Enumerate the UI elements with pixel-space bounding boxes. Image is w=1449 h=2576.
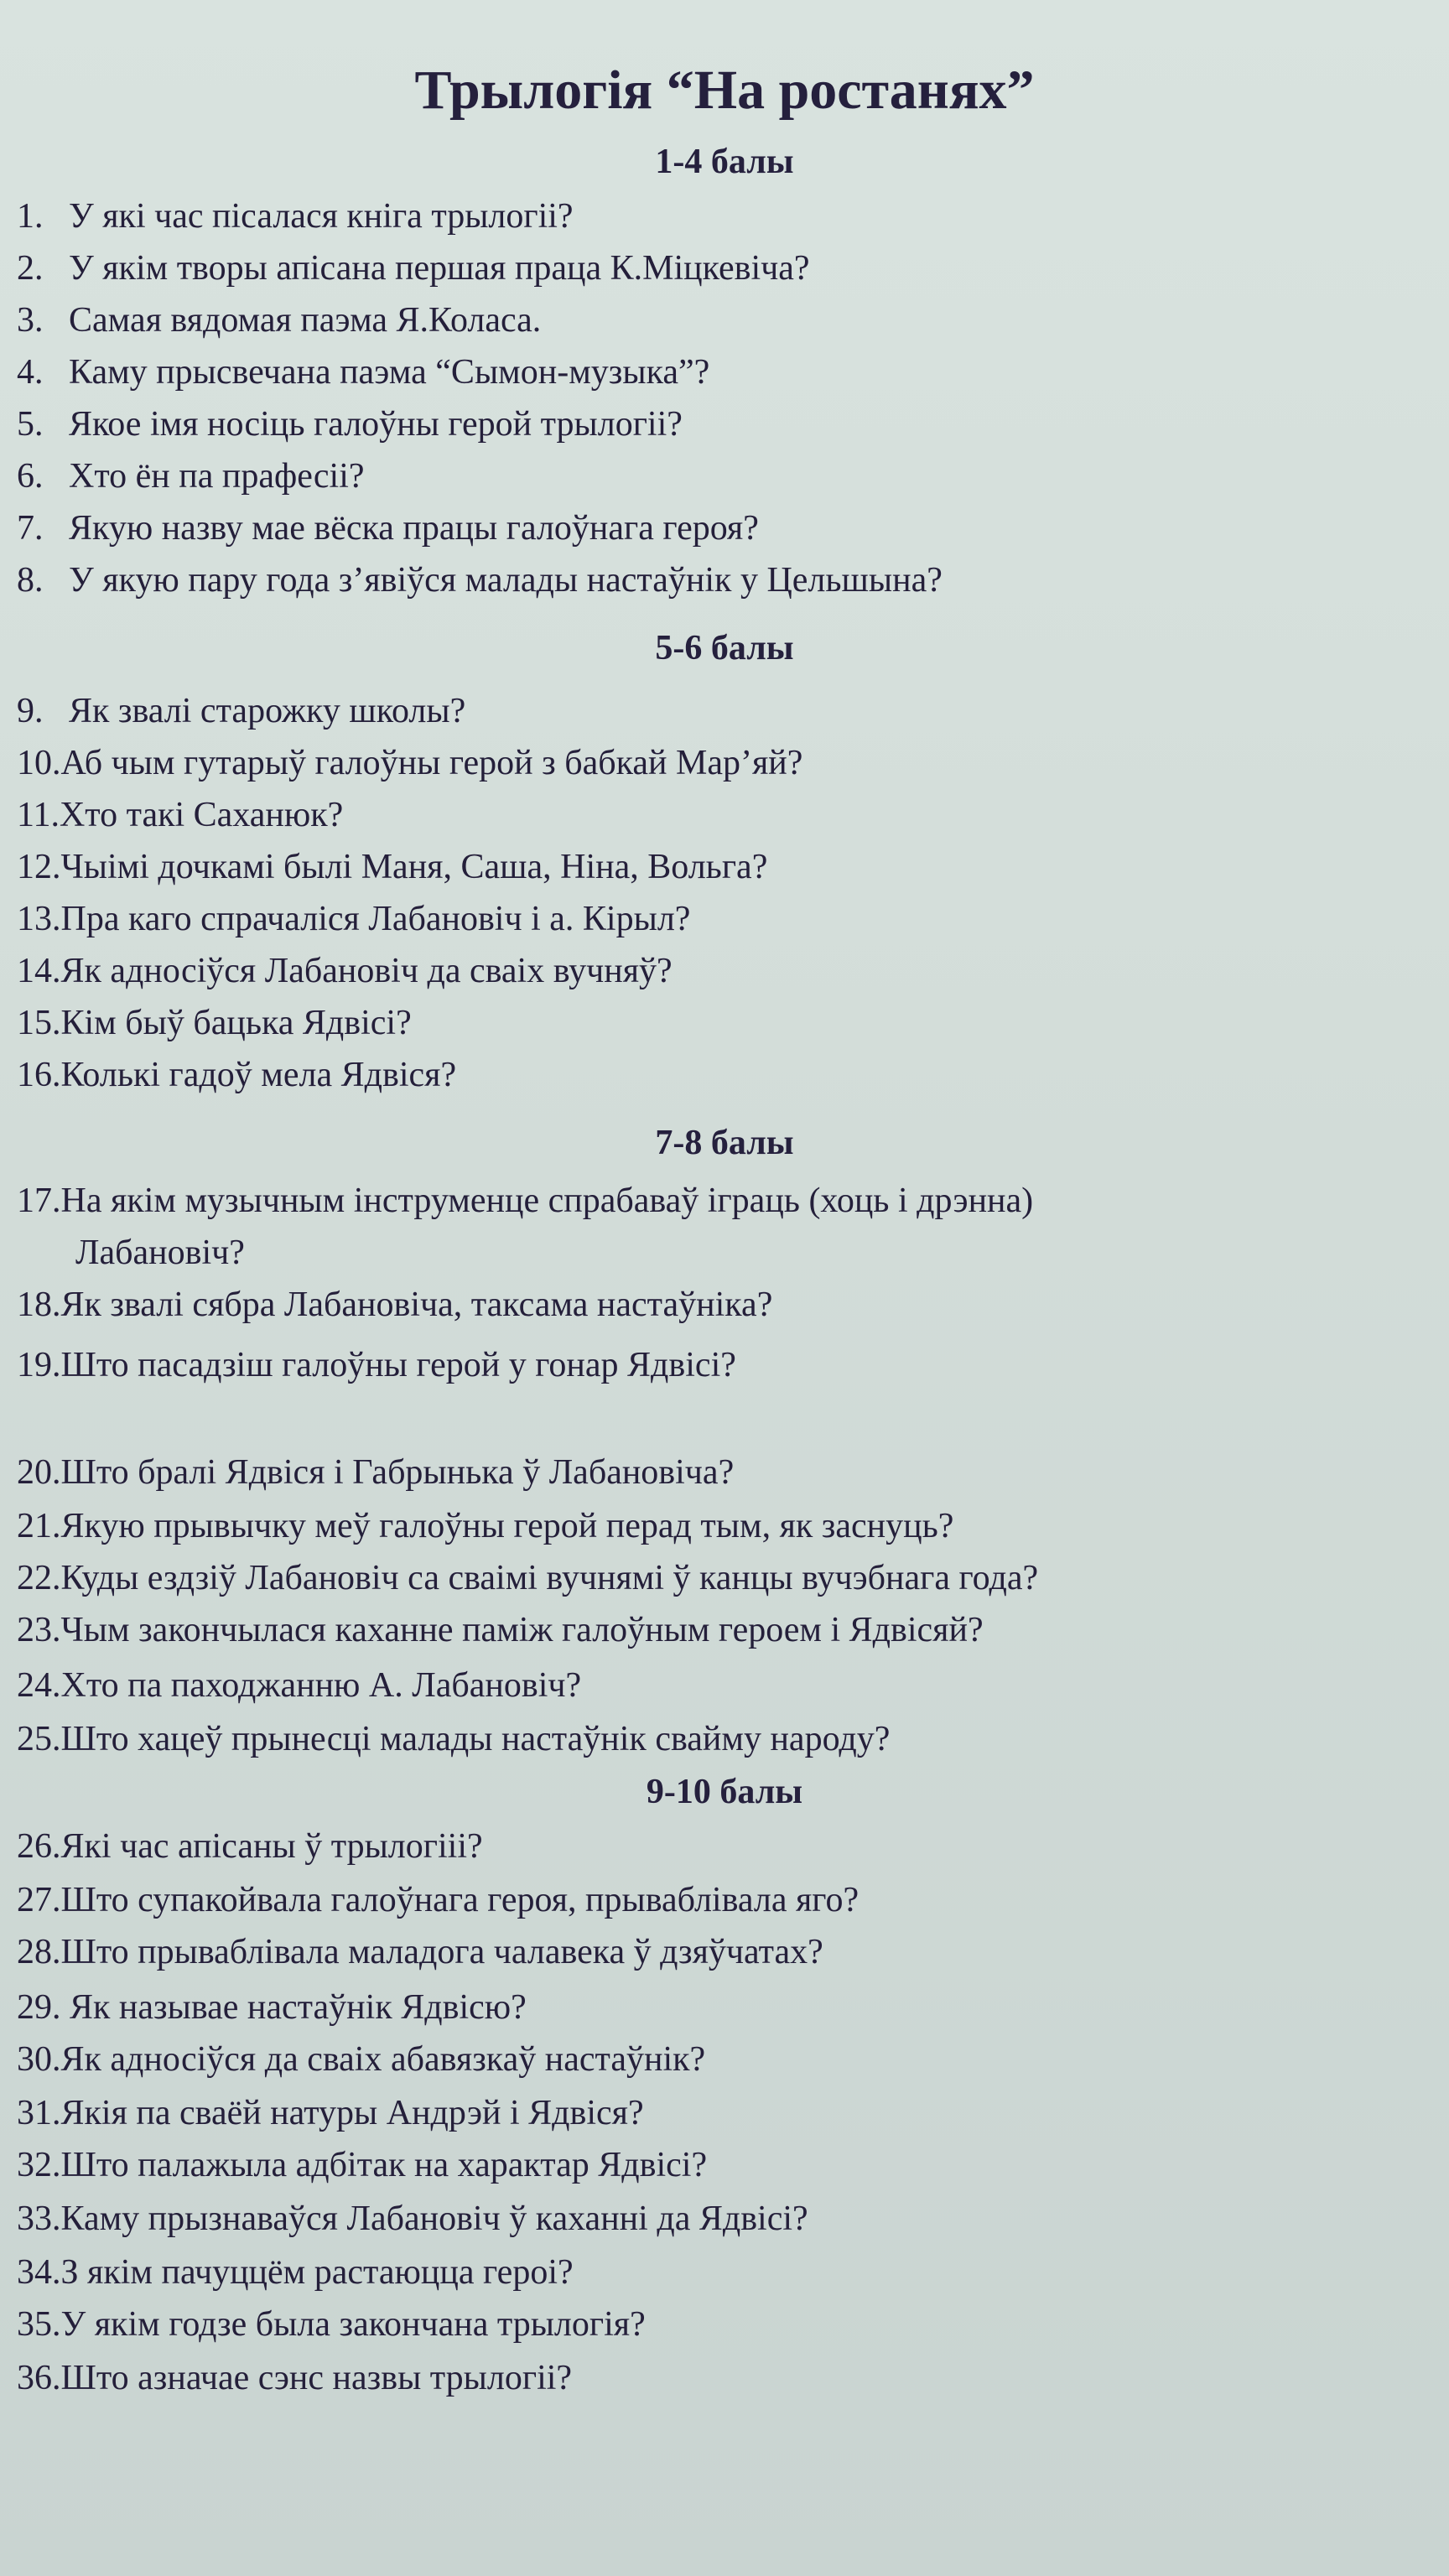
question-number: 34. <box>17 2253 61 2292</box>
question-text: На якім музычным інструменце спрабаваў іграць (хоць і дрэнна) <box>60 1182 1034 1220</box>
question-number: 1. <box>17 197 44 236</box>
question-number: 35. <box>17 2305 61 2344</box>
section-heading-7-8: 7-8 балы <box>655 1124 794 1162</box>
question-text: У якім творы апісана першая праца К.Міцкевіча? <box>69 249 810 288</box>
question-number: 6. <box>17 457 44 496</box>
question-number: 36. <box>17 2359 61 2397</box>
question-number: 18. <box>17 1285 61 1324</box>
question-number: 9. <box>17 692 44 730</box>
question-27 <box>17 1875 1434 1925</box>
question-text: Што бралі Ядвіся і Габрынька ў Лабановіча? <box>60 1453 735 1492</box>
question-text: Што палажыла адбітак на характар Ядвісі? <box>60 2146 708 2184</box>
question-number: 21. <box>17 1507 61 1545</box>
question-24 <box>17 1660 1434 1711</box>
question-number: 30. <box>17 2040 61 2079</box>
question-8 <box>17 555 1434 605</box>
question-number: 31. <box>17 2094 61 2132</box>
question-text: Чым закончылася каханне паміж галоўным героем і Ядвісяй? <box>60 1611 984 1649</box>
question-number: 27. <box>17 1881 61 1919</box>
question-10 <box>17 738 1434 788</box>
section-heading-1-4: 1-4 балы <box>655 143 794 181</box>
question-text: Куды ездзіў Лабановіч са сваімі вучнямі ў канцы вучэбнага года? <box>60 1559 1039 1597</box>
question-text: У якім годзе была закончана трылогія? <box>60 2305 646 2344</box>
question-12 <box>17 842 1434 892</box>
question-31 <box>17 2088 1434 2138</box>
question-2 <box>17 243 1434 293</box>
question-number: 20. <box>17 1453 61 1492</box>
question-text: Каму прысвечана паэма “Сымон-музыка”? <box>69 353 710 392</box>
question-22 <box>17 1553 1434 1603</box>
question-text: Што азначае сэнс назвы трылогіі? <box>60 2359 573 2397</box>
question-17-continued <box>17 1228 1434 1278</box>
question-number: 32. <box>17 2146 61 2184</box>
question-text: Як звалі сябра Лабановіча, таксама настаўніка? <box>60 1285 773 1324</box>
question-text: Колькі гадоў мела Ядвіся? <box>60 1056 457 1094</box>
question-number: 22. <box>17 1559 61 1597</box>
question-5 <box>17 399 1434 449</box>
question-text: Чыімі дочкамі былі Маня, Саша, Ніна, Вольга? <box>60 848 768 886</box>
question-number: 5. <box>17 405 44 444</box>
question-18 <box>17 1280 1434 1330</box>
question-23 <box>17 1605 1434 1655</box>
question-text: З якім пачуццём растаюцца героі? <box>60 2253 574 2292</box>
question-text: Што хацеў прынесці малады настаўнік свайму народу? <box>60 1720 891 1758</box>
question-text: Якую прывычку меў галоўны герой перад тым, як заснуць? <box>60 1507 954 1545</box>
question-number: 19. <box>17 1346 61 1384</box>
question-number: 11. <box>17 796 60 834</box>
section-heading-5-6: 5-6 балы <box>655 629 794 667</box>
question-text: Хто ён па прафесіі? <box>69 457 365 496</box>
question-number: 7. <box>17 509 44 548</box>
question-text: Каму прызнаваўся Лабановіч ў каханні да Ядвісі? <box>60 2199 808 2238</box>
question-text: Хто па паходжанню А. Лабановіч? <box>60 1666 582 1705</box>
question-4 <box>17 347 1434 397</box>
question-34 <box>17 2247 1434 2298</box>
question-1 <box>17 191 1434 242</box>
question-text: У які час пісалася кніга трылогіі? <box>69 197 574 236</box>
question-14 <box>17 946 1434 996</box>
question-text: Якое імя носіць галоўны герой трылогіі? <box>69 405 683 444</box>
section-heading-9-10: 9-10 балы <box>646 1773 803 1811</box>
question-text: Што пасадзіш галоўны герой у гонар Ядвісі? <box>60 1346 736 1384</box>
question-number: 33. <box>17 2199 61 2238</box>
question-number: 3. <box>17 301 44 340</box>
question-text: Пра каго спрачаліся Лабановіч і а. Кірыл? <box>60 900 691 938</box>
question-16 <box>17 1050 1434 1100</box>
question-36 <box>17 2353 1434 2403</box>
question-21 <box>17 1501 1434 1551</box>
question-7 <box>17 503 1434 553</box>
question-text: Кім быў бацька Ядвісі? <box>60 1004 412 1042</box>
question-28 <box>17 1927 1434 1977</box>
question-20 <box>17 1447 1434 1498</box>
question-text: Як звалі старожку школы? <box>69 692 466 730</box>
question-text: Што супакойвала галоўнага героя, прываблівала яго? <box>60 1881 860 1919</box>
question-29 <box>17 1982 1434 2033</box>
question-number: 15. <box>17 1004 61 1042</box>
question-13 <box>17 894 1434 944</box>
question-3 <box>17 295 1434 345</box>
question-25 <box>17 1714 1434 1764</box>
question-number: 29. <box>17 1988 61 2027</box>
question-number: 10. <box>17 744 61 782</box>
question-number: 12. <box>17 848 61 886</box>
question-number: 2. <box>17 249 44 288</box>
page-title: Трылогія “На ростанях” <box>414 60 1035 121</box>
question-text: Якія па сваёй натуры Андрэй і Ядвіся? <box>60 2094 644 2132</box>
question-6 <box>17 451 1434 501</box>
question-number: 14. <box>17 952 61 990</box>
question-15 <box>17 998 1434 1048</box>
question-number: 25. <box>17 1720 61 1758</box>
question-19 <box>17 1340 1434 1390</box>
question-number: 13. <box>17 900 61 938</box>
question-text-continued: Лабановіч? <box>75 1233 245 1272</box>
question-17 <box>17 1176 1434 1226</box>
question-number: 17. <box>17 1182 61 1220</box>
question-number: 16. <box>17 1056 61 1094</box>
question-text: Якую назву мае вёска працы галоўнага героя? <box>69 509 759 548</box>
question-33 <box>17 2194 1434 2244</box>
question-text: Самая вядомая паэма Я.Коласа. <box>69 301 542 340</box>
question-number: 8. <box>17 561 44 600</box>
question-9 <box>17 686 1434 736</box>
question-30 <box>17 2034 1434 2085</box>
question-text: Як адносіўся да сваіх абавязкаў настаўнік? <box>60 2040 706 2079</box>
question-number: 23. <box>17 1611 61 1649</box>
question-32 <box>17 2140 1434 2190</box>
question-number: 24. <box>17 1666 61 1705</box>
question-26 <box>17 1821 1434 1872</box>
question-35 <box>17 2299 1434 2350</box>
question-11 <box>17 790 1434 840</box>
question-text: Як адносіўся Лабановіч да сваіх вучняў? <box>60 952 673 990</box>
question-text: Як называе настаўнік Ядвісю? <box>60 1988 527 2027</box>
question-number: 4. <box>17 353 44 392</box>
question-text: Які час апісаны ў трылогііі? <box>60 1827 483 1866</box>
question-text: У якую пару года з’явіўся малады настаўнік у Цельшына? <box>69 561 943 600</box>
question-number: 26. <box>17 1827 61 1866</box>
question-text: Хто такі Саханюк? <box>59 796 344 834</box>
question-text: Што прываблівала маладога чалавека ў дзяўчатах? <box>60 1933 823 1971</box>
question-number: 28. <box>17 1933 61 1971</box>
question-text: Аб чым гутарыў галоўны герой з бабкай Мар’яй? <box>60 744 803 782</box>
